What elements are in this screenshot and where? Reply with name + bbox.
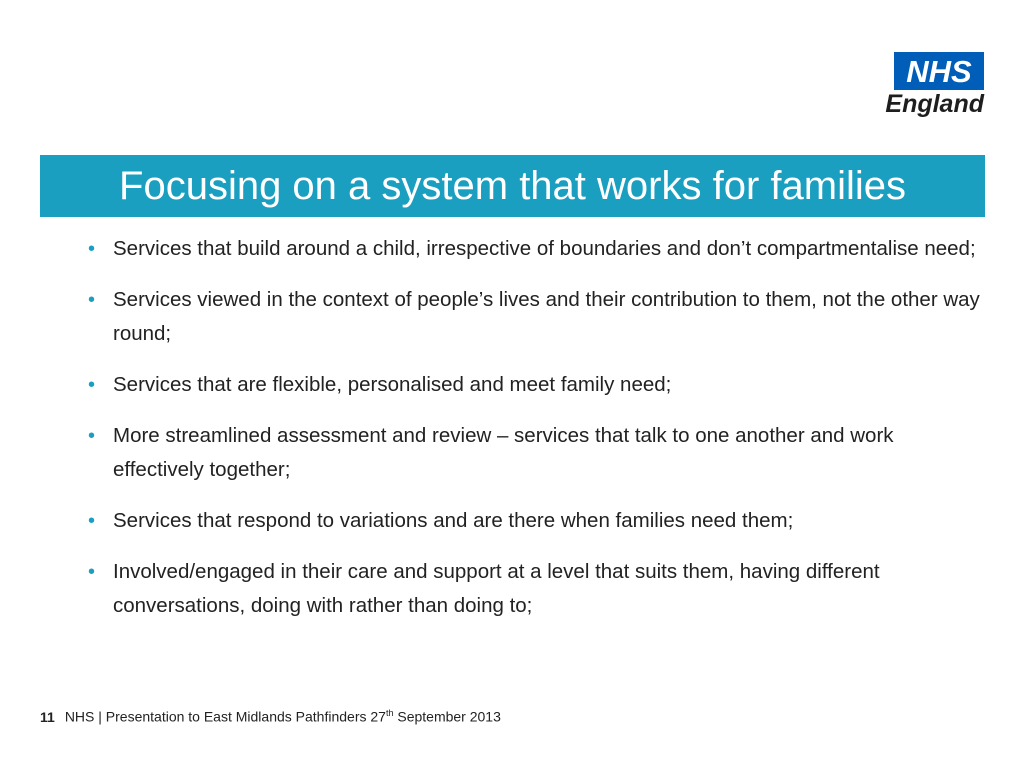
nhs-england-logo — [872, 52, 984, 122]
bullet-item — [88, 419, 988, 487]
title-bar — [40, 155, 985, 217]
bullet-text: More streamlined assessment and review – services that talk to one another and work effectively together; — [113, 424, 894, 481]
bullet-item — [88, 368, 988, 402]
footer-text-date: September 2013 — [393, 708, 501, 725]
logo-region-text: England — [885, 90, 984, 118]
bullet-list — [88, 232, 988, 640]
bullet-text: Involved/engaged in their care and support at a level that suits them, having different conversations, doing with rather than doing to; — [113, 560, 880, 617]
footer-superscript: th — [385, 708, 394, 718]
nhs-logo-text: NHS — [906, 53, 972, 89]
bullet-dot-icon: • — [88, 289, 96, 311]
bullet-text: Services that respond to variations and are there when families need them; — [113, 509, 794, 532]
bullet-item — [88, 232, 988, 266]
footer — [40, 708, 501, 725]
nhs-logo-box — [894, 52, 984, 90]
bullet-text: Services that build around a child, irrespective of boundaries and don’t compartmentalise need; — [113, 237, 976, 260]
bullet-dot-icon: • — [88, 374, 96, 396]
bullet-dot-icon: • — [88, 238, 96, 260]
page-number: 11 — [40, 708, 55, 725]
bullet-dot-icon: • — [88, 561, 96, 583]
bullet-text: Services that are flexible, personalised and meet family need; — [113, 373, 672, 396]
bullet-text: Services viewed in the context of people’s lives and their contribution to them, not the other way round; — [113, 288, 980, 345]
bullet-dot-icon: • — [88, 510, 96, 532]
bullet-item — [88, 555, 988, 623]
bullet-dot-icon: • — [88, 425, 96, 447]
bullet-item — [88, 504, 988, 538]
slide-title: Focusing on a system that works for families — [119, 164, 906, 208]
footer-text: NHS | Presentation to East Midlands Pathfinders 27 — [64, 708, 386, 725]
bullet-item — [88, 283, 988, 351]
